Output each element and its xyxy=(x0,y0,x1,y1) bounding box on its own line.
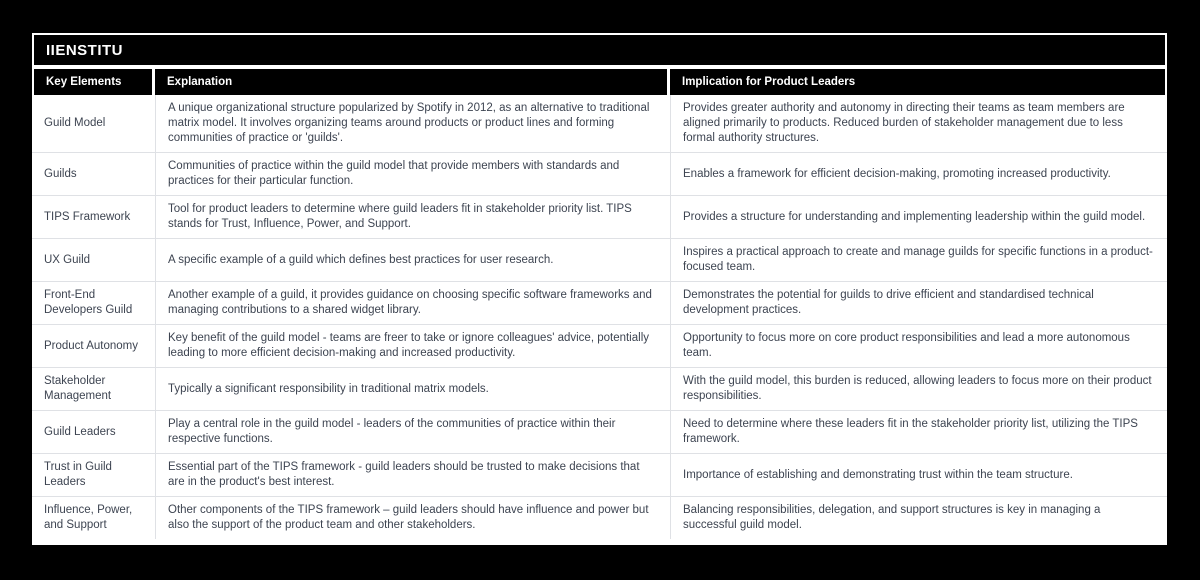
key-element-cell xyxy=(32,153,155,195)
brand-header xyxy=(34,35,1165,65)
table-row xyxy=(32,368,1167,411)
key-element-cell xyxy=(32,196,155,238)
explanation-cell xyxy=(155,239,670,281)
implication-text: Opportunity to focus more on core product responsibilities and lead a more autonomous team. xyxy=(683,332,1130,359)
implication-cell xyxy=(670,454,1167,496)
explanation-cell xyxy=(155,411,670,453)
key-element-cell xyxy=(32,411,155,453)
implication-text: Need to determine where these leaders fit in the stakeholder priority list, utilizing the TIPS framework. xyxy=(683,418,1138,445)
key-element-text: Guild Model xyxy=(44,117,106,129)
explanation-text: Typically a significant responsibility in traditional matrix models. xyxy=(168,382,489,395)
key-element-cell xyxy=(32,454,155,496)
column-header-implication: Implication for Product Leaders xyxy=(670,69,1165,95)
key-element-text: TIPS Framework xyxy=(44,210,131,223)
implication-cell xyxy=(670,325,1167,367)
implication-cell xyxy=(670,497,1167,539)
implication-text: Provides a structure for understanding and implementing leadership within the guild model. xyxy=(683,210,1146,223)
key-element-cell xyxy=(32,282,155,324)
explanation-cell xyxy=(155,497,670,539)
table-row xyxy=(32,196,1167,239)
implication-text: Provides greater authority and autonomy in directing their teams as team members are aligned primarily to products. Reduced burden of stakeholder management due to less formal authority structures. xyxy=(683,102,1125,144)
explanation-cell xyxy=(155,153,670,195)
table-row xyxy=(32,239,1167,282)
key-element-cell xyxy=(32,239,155,281)
implication-text: With the guild model, this burden is reduced, allowing leaders to focus more on their product responsibilities. xyxy=(683,375,1152,402)
implication-text: Inspires a practical approach to create and manage guilds for specific functions in a product-focused team. xyxy=(683,246,1153,273)
implication-cell xyxy=(670,411,1167,453)
column-header-key-elements: Key Elements xyxy=(34,69,155,95)
table-row xyxy=(32,325,1167,368)
implication-cell xyxy=(670,153,1167,195)
implication-text: Demonstrates the potential for guilds to drive efficient and standardised technical development practices. xyxy=(683,289,1094,316)
explanation-cell xyxy=(155,325,670,367)
explanation-text: Another example of a guild, it provides guidance on choosing specific software frameworks and managing contributions to a shared widget library. xyxy=(168,289,652,316)
key-element-text: Trust in Guild Leaders xyxy=(44,461,112,488)
explanation-cell xyxy=(155,282,670,324)
key-element-text: Stakeholder Management xyxy=(44,375,112,402)
explanation-text: Communities of practice within the guild model that provide members with standards and practices for their particular function. xyxy=(168,160,620,187)
column-header-explanation: Explanation xyxy=(155,69,670,95)
explanation-text: A specific example of a guild which defines best practices for user research. xyxy=(168,253,554,266)
explanation-text: Essential part of the TIPS framework - guild leaders should be trusted to make decisions that are in the product's best interest. xyxy=(168,461,640,488)
explanation-text: Key benefit of the guild model - teams are freer to take or ignore colleagues' advice, potentially leading to more efficient decision-making and increased productivity. xyxy=(168,332,649,359)
key-element-text: Front-End Developers Guild xyxy=(44,289,133,316)
explanation-cell xyxy=(155,95,670,152)
implication-text: Balancing responsibilities, delegation, and support structures is key in managing a successful guild model. xyxy=(683,504,1101,531)
table-body xyxy=(32,95,1167,539)
table-row xyxy=(32,95,1167,153)
table-row xyxy=(32,497,1167,539)
key-element-text: Guild Leaders xyxy=(44,425,116,438)
table-header-row xyxy=(34,69,1165,95)
explanation-text: Tool for product leaders to determine where guild leaders fit in stakeholder priority list. TIPS stands for Trust, Influence, Power, and Support. xyxy=(168,203,632,230)
key-element-text: Influence, Power, and Support xyxy=(44,504,133,531)
key-element-text: UX Guild xyxy=(44,253,91,266)
implication-cell xyxy=(670,282,1167,324)
key-element-cell xyxy=(32,325,155,367)
explanation-text: Play a central role in the guild model - leaders of the communities of practice within their respective functions. xyxy=(168,418,616,445)
key-element-cell xyxy=(32,497,155,539)
table-row xyxy=(32,454,1167,497)
key-element-text: Product Autonomy xyxy=(44,339,138,352)
implication-text: Importance of establishing and demonstrating trust within the team structure. xyxy=(683,468,1073,481)
key-element-text: Guilds xyxy=(44,167,77,180)
explanation-text: Other components of the TIPS framework – guild leaders should have influence and power but also the support of the product team and other stakeholders. xyxy=(168,504,649,531)
content-panel xyxy=(32,33,1167,545)
table-row xyxy=(32,411,1167,454)
key-element-cell xyxy=(32,95,155,152)
implication-cell xyxy=(670,95,1167,152)
explanation-cell xyxy=(155,368,670,410)
implication-text: Enables a framework for efficient decision-making, promoting increased productivity. xyxy=(683,167,1111,180)
implication-cell xyxy=(670,196,1167,238)
table-row xyxy=(32,153,1167,196)
implication-cell xyxy=(670,368,1167,410)
table-row xyxy=(32,282,1167,325)
implication-cell xyxy=(670,239,1167,281)
explanation-cell xyxy=(155,454,670,496)
explanation-text: A unique organizational structure popularized by Spotify in 2012, as an alternative to traditional matrix model. It involves organizing teams around products or product lines and forming communities of practice or 'guilds'. xyxy=(168,102,650,144)
key-element-cell xyxy=(32,368,155,410)
brand-title: IIENSTITU xyxy=(46,41,124,59)
explanation-cell xyxy=(155,196,670,238)
